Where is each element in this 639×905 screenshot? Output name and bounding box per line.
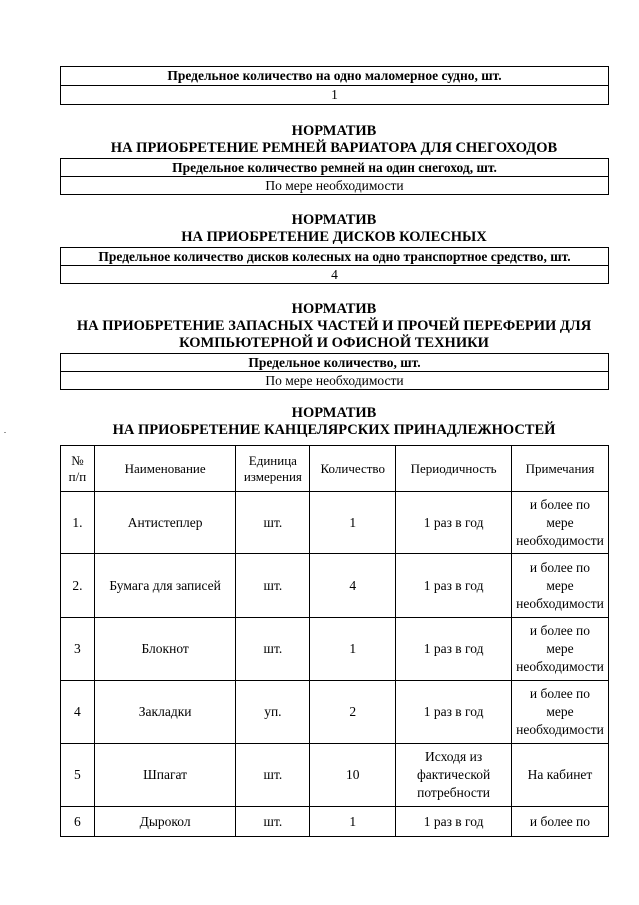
cell-name: Бумага для записей (94, 554, 236, 618)
cell-num: 3 (61, 618, 95, 681)
cell-period-line2: фактической (416, 767, 491, 782)
block1-header: Предельное количество на одно маломерное судно, шт. (61, 67, 609, 86)
cell-name: Закладки (94, 681, 236, 744)
block3-title-1: НОРМАТИВ (291, 212, 377, 228)
cell-note-line1: и более по (529, 496, 591, 512)
cell-note-line2: мере (546, 514, 574, 530)
block1-table (60, 66, 609, 105)
block2-value: По мере необходимости (61, 177, 609, 195)
col-header-unit-line2: измерения (243, 468, 302, 484)
cell-num: 6 (61, 807, 95, 837)
cell-note-line1: и более по (529, 623, 591, 638)
block2-title-2: НА ПРИОБРЕТЕНИЕ РЕМНЕЙ ВАРИАТОРА ДЛЯ СНЕГОХОДОВ (110, 140, 558, 156)
block4-title-1: НОРМАТИВ (291, 301, 377, 317)
cell-qty: 1 (310, 807, 396, 837)
block4-table (60, 353, 609, 390)
block4-value-row (61, 372, 609, 390)
cell-qty: 1 (310, 492, 396, 554)
block3-header-row (61, 248, 609, 266)
block4-header-row (61, 354, 609, 372)
cell-note (511, 681, 608, 744)
cell-unit: шт. (236, 744, 310, 807)
cell-unit: шт. (236, 492, 310, 554)
cell-note-line3: необходимости (516, 722, 604, 737)
cell-period: 1 раз в год (396, 492, 512, 554)
block4-value: По мере необходимости (61, 372, 609, 390)
table-header-row (61, 446, 609, 492)
block3-table (60, 247, 609, 284)
cell-note-line3: необходимости (516, 595, 604, 611)
cell-name: Шпагат (94, 744, 236, 807)
block2-value-row (61, 177, 609, 195)
cell-note: и более по (511, 807, 608, 837)
cell-note (511, 492, 608, 554)
block3-value-row (61, 266, 609, 284)
block4-title-3: КОМПЬЮТЕРНОЙ И ОФИСНОЙ ТЕХНИКИ (179, 335, 489, 351)
table-row (61, 807, 609, 837)
cell-name: Дырокол (94, 807, 236, 837)
block4-header: Предельное количество, шт. (61, 354, 609, 372)
cell-unit: шт. (236, 618, 310, 681)
stationery-table (60, 445, 609, 837)
col-header-period: Периодичность (396, 446, 512, 492)
cell-note-line1: и более по (529, 686, 591, 701)
block2-title-1: НОРМАТИВ (291, 123, 377, 139)
cell-note-line3: необходимости (516, 659, 604, 674)
block2-header-row (61, 159, 609, 177)
col-header-unit-line1: Единица (248, 452, 297, 468)
cell-num: 1. (61, 492, 95, 554)
col-header-name: Наименование (94, 446, 236, 492)
cell-note-line2: мере (546, 577, 574, 593)
col-header-num-line1: № (71, 452, 84, 468)
block2-table (60, 158, 609, 195)
cell-name: Блокнот (94, 618, 236, 681)
table-row (61, 492, 609, 554)
cell-num: 4 (61, 681, 95, 744)
table-row (61, 618, 609, 681)
cell-period: 1 раз в год (396, 681, 512, 744)
block3-title-2: НА ПРИОБРЕТЕНИЕ ДИСКОВ КОЛЕСНЫХ (181, 229, 487, 245)
block1-header-row (61, 67, 609, 86)
table-row (61, 554, 609, 618)
block3-header: Предельное количество дисков колесных на одно транспортное средство, шт. (61, 248, 609, 266)
cell-num: 2. (61, 554, 95, 618)
cell-note-line2: мере (546, 641, 574, 656)
col-header-qty: Количество (310, 446, 396, 492)
cell-period: 1 раз в год (396, 554, 512, 618)
table-row (61, 681, 609, 744)
cell-note (511, 554, 608, 618)
table-row (61, 744, 609, 807)
block2-header: Предельное количество ремней на один снегоход, шт. (61, 159, 609, 177)
cell-unit: шт. (236, 554, 310, 618)
cell-name: Антистеплер (94, 492, 236, 554)
cell-period-line1: Исходя из (425, 749, 483, 764)
col-header-unit (236, 446, 310, 492)
col-header-num-line2: п/п (68, 468, 87, 484)
block4-title-2: НА ПРИОБРЕТЕНИЕ ЗАПАСНЫХ ЧАСТЕЙ И ПРОЧЕЙ ПЕРЕФЕРИИ ДЛЯ (76, 318, 592, 334)
cell-unit: шт. (236, 807, 310, 837)
cell-qty: 2 (310, 681, 396, 744)
cell-period: 1 раз в год (396, 807, 512, 837)
cell-period: 1 раз в год (396, 618, 512, 681)
col-header-num (61, 446, 95, 492)
cell-note (511, 618, 608, 681)
scan-speck (4, 432, 6, 433)
block3-value: 4 (61, 266, 609, 284)
block5-title-1: НОРМАТИВ (291, 405, 377, 421)
cell-note-line1: и более по (529, 559, 591, 575)
cell-note: На кабинет (511, 744, 608, 807)
block1-value-row (61, 86, 609, 105)
block5-title-2: НА ПРИОБРЕТЕНИЕ КАНЦЕЛЯРСКИХ ПРИНАДЛЕЖНОСТЕЙ (112, 422, 556, 438)
cell-note-line2: мере (546, 704, 574, 719)
cell-unit: уп. (236, 681, 310, 744)
cell-num: 5 (61, 744, 95, 807)
cell-period-line3: потребности (417, 785, 491, 800)
cell-period (396, 744, 512, 807)
cell-note-line3: необходимости (516, 532, 604, 548)
cell-qty: 10 (310, 744, 396, 807)
block1-value: 1 (61, 86, 609, 105)
col-header-notes: Примечания (511, 446, 608, 492)
cell-qty: 1 (310, 618, 396, 681)
cell-qty: 4 (310, 554, 396, 618)
